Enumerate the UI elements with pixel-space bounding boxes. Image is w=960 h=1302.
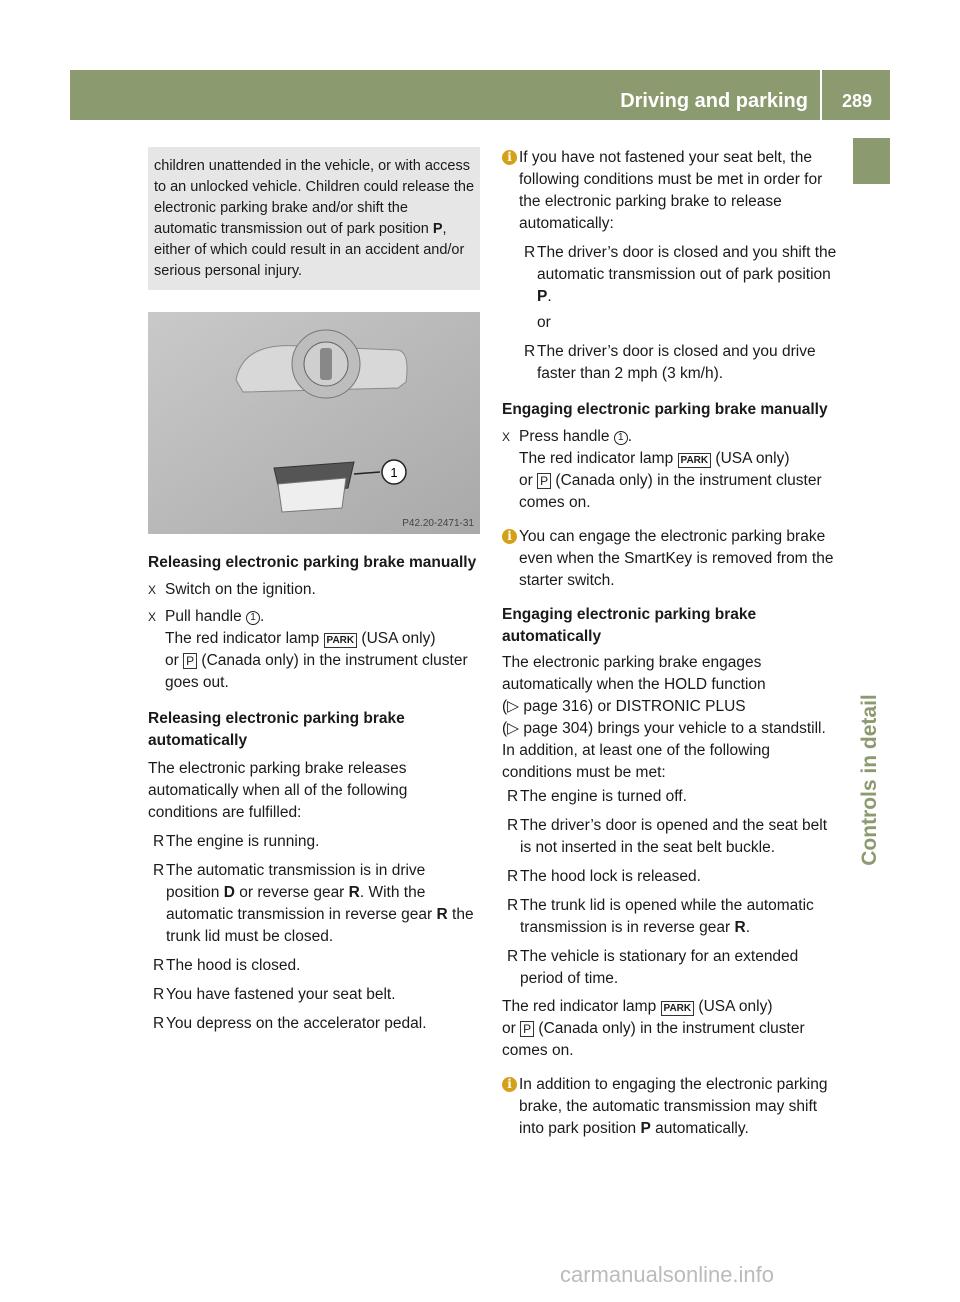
heading-engage-auto: Engaging electronic parking brake automatically xyxy=(502,606,757,645)
list-item: R The driver’s door is closed and you drive faster than 2 mph (3 km/h). xyxy=(524,343,816,382)
warning-box: children unattended in the vehicle, or with access to an unlocked vehicle. Children could release the electronic parking brake and/or shift the automatic transmission out of park position P, either of which could result in an accident and/or serious personal injury. xyxy=(148,147,480,290)
chapter-title: Driving and parking xyxy=(70,70,822,120)
arrow-icon: X xyxy=(148,610,157,624)
arrow-icon: X xyxy=(148,583,157,597)
brake-lamp-icon: P xyxy=(520,1021,534,1037)
lamp-comes-on: The red indicator lamp PARK (USA only) or P (Canada only) in the instrument cluster comes on. xyxy=(502,998,805,1059)
callout-number: 1 xyxy=(614,431,628,445)
park-lamp-icon: PARK xyxy=(324,633,358,648)
callout-number: 1 xyxy=(246,611,260,625)
handle-photo xyxy=(148,312,480,534)
heading-release-manual: Releasing electronic parking brake manually xyxy=(148,554,477,571)
info-icon: i xyxy=(502,150,517,165)
watermark: carmanualsonline.info xyxy=(560,1262,775,1287)
release-intro: The electronic parking brake releases automatically when all of the following conditions are fulfilled: xyxy=(148,760,408,821)
park-lamp-icon: PARK xyxy=(678,453,712,468)
note-park-position: i In addition to engaging the electronic parking brake, the automatic transmission may shift into park position P automatically. xyxy=(502,1074,837,1140)
page-header xyxy=(70,70,890,120)
info-icon: i xyxy=(502,1077,517,1092)
list-item: R The driver’s door is opened and the seat belt is not inserted in the seat belt buckle. xyxy=(507,817,828,856)
engage-intro: The electronic parking brake engages automatically when the HOLD function (▷ page 316) or DISTRONIC PLUS (▷ page 304) brings your vehicle to a standstill. In addition, at least one of the following conditions must be met: xyxy=(502,654,826,781)
heading-engage-manual: Engaging electronic parking brake manually xyxy=(502,401,828,418)
list-item: R The hood lock is released. xyxy=(507,868,701,885)
side-tab xyxy=(848,560,892,1000)
list-item: R You have fastened your seat belt. xyxy=(153,986,396,1003)
step-pull-handle: X Pull handle 1 . The red indicator lamp PARK (USA only) or P (Canada only) in the instrument cluster goes out. xyxy=(148,608,468,691)
list-item: R The engine is running. xyxy=(153,833,320,850)
side-tab-marker xyxy=(853,138,890,184)
brake-lamp-icon: P xyxy=(183,653,197,669)
left-column xyxy=(148,147,480,1035)
note-seat-belt: i If you have not fastened your seat belt, the following conditions must be met in order for the electronic parking brake to release automatically: xyxy=(502,147,837,235)
photo-code: P42.20-2471-31 xyxy=(402,518,474,529)
note-smartkey: i You can engage the electronic parking brake even when the SmartKey is removed from the starter switch. xyxy=(502,526,837,592)
list-item: R The trunk lid is opened while the automatic transmission is in reverse gear R. xyxy=(507,897,814,936)
list-item: R The driver’s door is closed and you shift the automatic transmission out of park position P. xyxy=(524,244,837,305)
list-item: R You depress on the accelerator pedal. xyxy=(153,1015,427,1032)
brake-lamp-icon: P xyxy=(537,473,551,489)
list-item: R The hood is closed. xyxy=(153,957,301,974)
list-item: R The engine is turned off. xyxy=(507,788,687,805)
arrow-icon: X xyxy=(502,430,511,444)
photo-callout: 1 xyxy=(390,465,398,480)
right-column xyxy=(502,147,837,1140)
or-text: or xyxy=(537,314,551,331)
list-item: R The automatic transmission is in drive position D or reverse gear R. With the automatic transmission in reverse gear R the trunk lid must be closed. xyxy=(153,862,474,945)
park-lamp-icon: PARK xyxy=(661,1001,695,1016)
step-ignition: X Switch on the ignition. xyxy=(148,579,480,601)
page-number: 289 xyxy=(841,91,873,111)
side-tab-label: Controls in detail xyxy=(858,694,881,866)
list-item: R The vehicle is stationary for an extended period of time. xyxy=(507,948,799,987)
heading-release-auto: Releasing electronic parking brake automatically xyxy=(148,710,405,749)
step-press-handle: X Press handle 1 . The red indicator lamp PARK (USA only) or P (Canada only) in the instrument cluster comes on. xyxy=(502,428,822,511)
info-icon: i xyxy=(502,529,517,544)
